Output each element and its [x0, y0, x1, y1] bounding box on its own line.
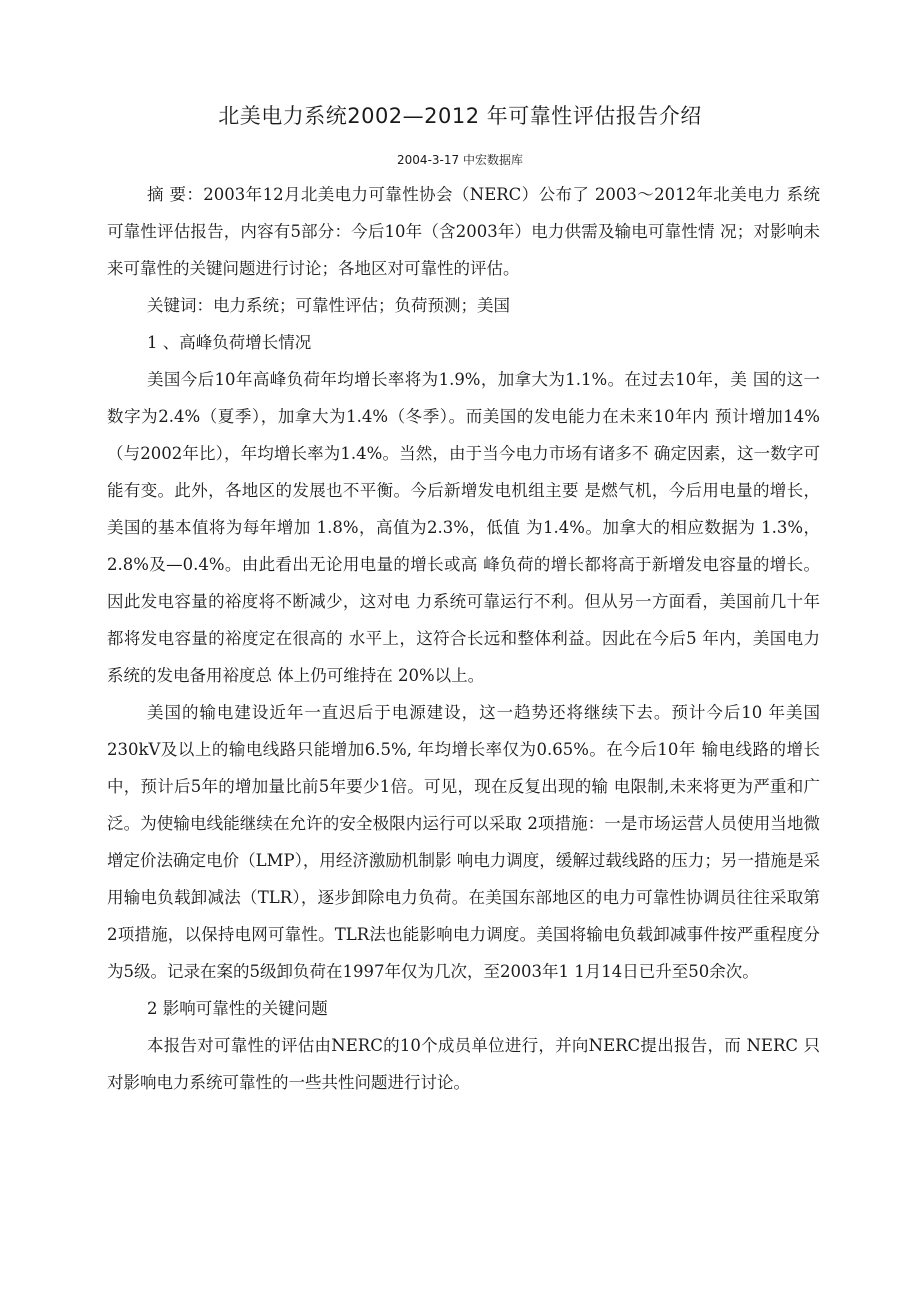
document-body — [107, 176, 820, 1101]
section-1-paragraph-1: 美国今后10年高峰负荷年均增长率将为1.9%，加拿大为1.1%。在过去10年，美 国的这一数字为2.4%（夏季），加拿大为1.4%（冬季）。而美国的发电能力在未来10年内 预计增加14%（与2002年比），年均增长率为1.4%。当然，由于当今电力市场有诸多不 确定因素，这一数字可能有变。此外，各地区的发展也不平衡。今后新增发电机组主要 是燃气机，今后用电量的增长，美国的基本值将为每年增加 1.8%，高值为2.3%，低值 为1.4%。加拿大的相应数据为 1.3%，2.8%及—0.4%。由此看出无论用电量的增长或高 峰负荷的增长都将高于新增发电容量的增长。因此发电容量的裕度将不断减少，这对电 力系统可靠运行不利。但从另一方面看，美国前几十年都将发电容量的裕度定在很高的 水平上，这符合长远和整体利益。因此在今后5 年内，美国电力系统的发电备用裕度总 体上仍可维持在 20%以上。 — [107, 370, 820, 685]
section-2-paragraph-1: 本报告对可靠性的评估由NERC的10个成员单位进行，并向NERC提出报告，而 NERC 只对影响电力系统可靠性的一些共性问题进行讨论。 — [107, 1036, 820, 1092]
document-dateline: 2004-3-17 中宏数据库 — [397, 153, 523, 167]
document-title: 北美电力系统2002—2012 年可靠性评估报告介绍 — [218, 104, 702, 128]
keywords-line: 关键词：电力系统；可靠性评估；负荷预测；美国 — [147, 296, 510, 315]
abstract-paragraph: 摘 要：2003年12月北美电力可靠性协会（NERC）公布了 2003～2012年北美电力 系统可靠性评估报告，内容有5部分：今后10年（含2003年）电力供需及输电可靠性情 况；对影响未来可靠性的关键问题进行讨论；各地区对可靠性的评估。 — [107, 185, 820, 278]
section-2-heading: 2 影响可靠性的关键问题 — [147, 999, 328, 1018]
section-1-paragraph-2: 美国的输电建设近年一直迟后于电源建设，这一趋势还将继续下去。预计今后10 年美国230kV及以上的输电线路只能增加6.5%, 年均增长率仅为0.65%。在今后10年 输电线路的增长中，预计后5年的增加量比前5年要少1倍。可见，现在反复出现的输 电限制,未来将更为严重和广泛。为使输电线能继续在允许的安全极限内运行可以采取 2项措施：一是市场运营人员使用当地微增定价法确定电价（LMP），用经济激励机制影 响电力调度，缓解过载线路的压力；另一措施是采用输电负载卸减法（TLR），逐步卸除电力负荷。在美国东部地区的电力可靠性协调员往往采取第2项措施，以保持电网可靠性。TLR法也能影响电力调度。美国将输电负载卸减事件按严重程度分为5级。记录在案的5级卸负荷在1997年仅为几次，至2003年1 1月14日已升至50余次。 — [107, 703, 820, 981]
section-1-heading: 1 、高峰负荷增长情况 — [147, 333, 312, 352]
